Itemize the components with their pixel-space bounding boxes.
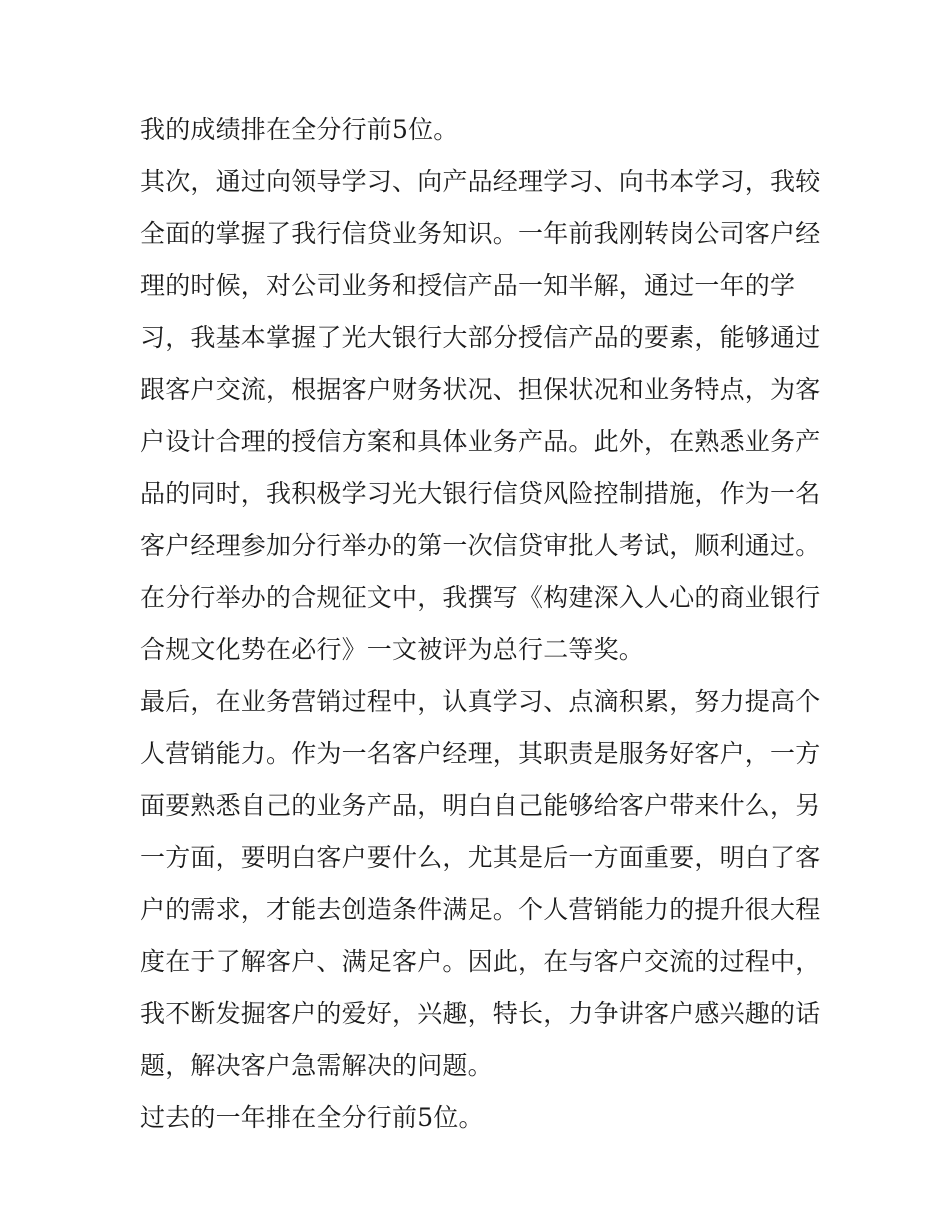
text-line: 合规文化势在必行》一文被评为总行二等奖。: [140, 635, 645, 664]
text-line: 客户经理参加分行举办的第一次信贷审批人考试，顺利通过。: [140, 531, 821, 560]
text-line: 习，我基本掌握了光大银行大部分授信产品的要素，能够通过: [140, 323, 821, 352]
text-line: 全面的掌握了我行信贷业务知识。一年前我刚转岗公司客户经: [140, 219, 821, 248]
text-line: 其次，通过向领导学习、向产品经理学习、向书本学习，我较: [140, 167, 821, 196]
text-line: 理的时候，对公司业务和授信产品一知半解，通过一年的学: [140, 271, 796, 300]
text-line: 我不断发掘客户的爱好，兴趣，特长，力争讲客户感兴趣的话: [140, 999, 821, 1028]
text-line: 人营销能力。作为一名客户经理，其职责是服务好客户，一方: [140, 739, 821, 768]
text-line: 户设计合理的授信方案和具体业务产品。此外，在熟悉业务产: [140, 427, 821, 456]
text-line: 面要熟悉自己的业务产品，明白自己能够给客户带来什么，另: [140, 791, 821, 820]
text-line: 在分行举办的合规征文中，我撰写《构建深入人心的商业银行: [140, 583, 821, 612]
text-line: 一方面，要明白客户要什么，尤其是后一方面重要，明白了客: [140, 843, 821, 872]
text-line: 度在于了解客户、满足客户。因此，在与客户交流的过程中，: [140, 947, 821, 976]
text-line: 户的需求，才能去创造条件满足。个人营销能力的提升很大程: [140, 895, 821, 924]
text-line: 过去的一年排在全分行前5位。: [140, 1103, 484, 1132]
document-body: [140, 104, 820, 1144]
text-line: 我的成绩排在全分行前5位。: [140, 115, 459, 144]
text-line: 题，解决客户急需解决的问题。: [140, 1051, 493, 1080]
text-line: 跟客户交流，根据客户财务状况、担保状况和业务特点，为客: [140, 375, 821, 404]
text-line: 品的同时，我积极学习光大银行信贷风险控制措施，作为一名: [140, 479, 821, 508]
text-line: 最后，在业务营销过程中，认真学习、点滴积累，努力提高个: [140, 687, 821, 716]
